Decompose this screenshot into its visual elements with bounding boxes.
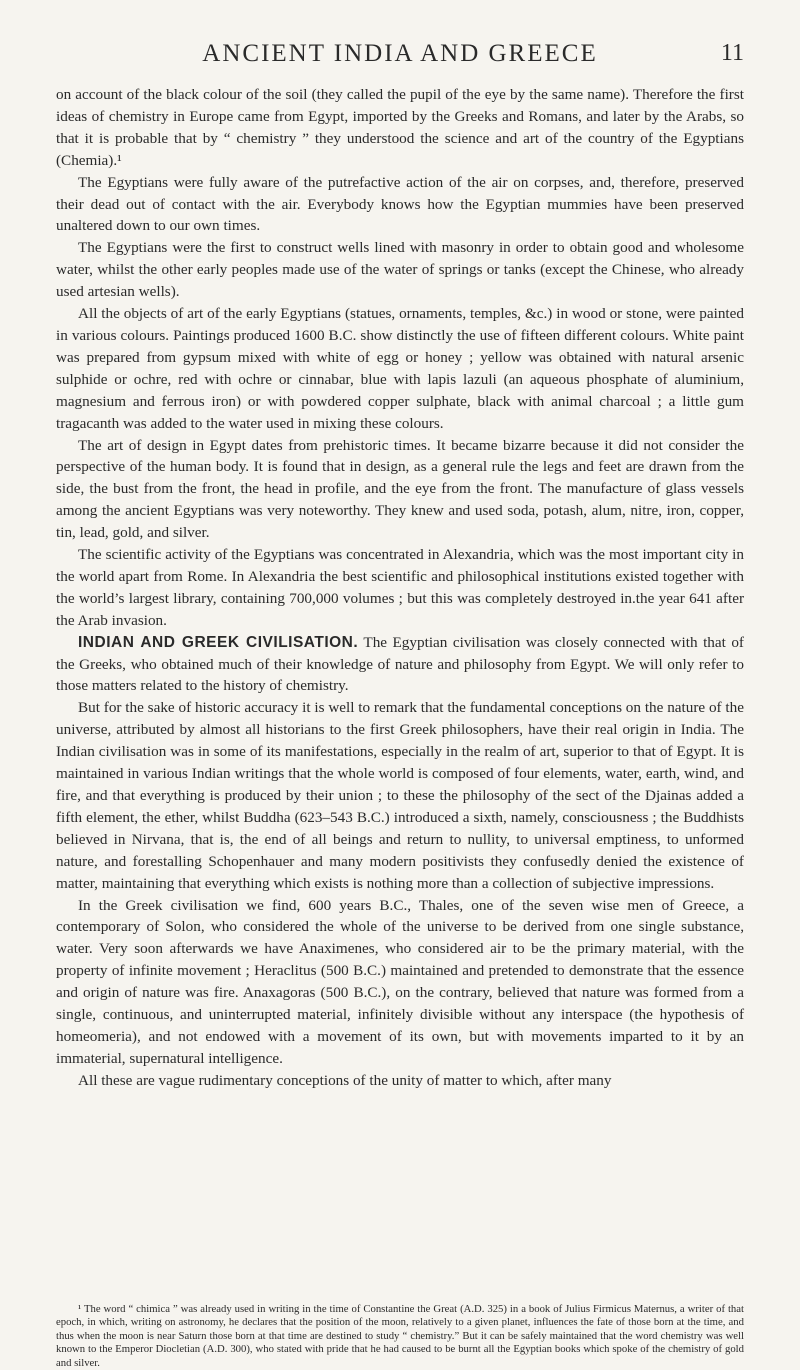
- footnote: ¹ The word “ chimica ” was already used in writing in the time of Constantine the Great (A.D. 325) in a book of Julius Firmicus Maternus, a writer of that epoch, in which, writing on astronomy, he declares that the position of the moon, relatively to a given planet, influences the fate of those born at the time, and thus when the moon is near Saturn those born at that time are destined to study “ chemistry.” But it can be safely maintained that the word chemistry was well known to the Emperor Diocletian (A.D. 300), who stated with pride that he had caused to be burnt all the Egyptian books which spoke of the chemistry of gold and silver.: [56, 1303, 744, 1369]
- paragraph: The scientific activity of the Egyptians was concentrated in Alexandria, which was the most important city in the world apart from Rome. In Alexandria the best scientific and philosophical institutions existed together with the world’s largest library, containing 700,000 volumes ; but this was completely destroyed in.the year 641 after the Arab invasion.: [56, 546, 744, 629]
- paragraph-with-heading: [56, 632, 744, 698]
- section-heading: INDIAN AND GREEK CIVILISATION.: [78, 633, 359, 651]
- running-title: ANCIENT INDIA AND GREECE: [202, 40, 598, 67]
- paragraph: All these are vague rudimentary conceptions of the unity of matter to which, after many: [78, 1071, 612, 1089]
- paragraph-text: The Egyptian civilisation was closely connected with that of the Greeks, who obtained much of their knowledge of nature and philosophy from Egypt. We will only refer to those matters related to the history of chemistry.: [56, 633, 744, 695]
- paragraph: All the objects of art of the early Egyptians (statues, ornaments, temples, &c.) in wood or stone, were painted in various colours. Paintings produced 1600 B.C. show distinctly the use of fifteen different colours. White paint was prepared from gypsum mixed with white of egg or honey ; yellow was obtained with natural arsenic sulphide or ochre, red with ochre or cinnabar, blue with lapis lazuli (an aqueous phosphate of aluminium, magnesium and ferrous iron) or with powdered copper sulphate, black with animal charcoal ; a little gum tragacanth was added to the water used in mixing these colours.: [56, 305, 744, 432]
- paragraph: The Egyptians were the first to construct wells lined with masonry in order to obtain good and wholesome water, whilst the other early peoples made use of the water of springs or tanks (except the Chinese, who already used artesian wells).: [56, 239, 744, 301]
- paragraph: But for the sake of historic accuracy it is well to remark that the fundamental conceptions on the nature of the universe, attributed by almost all historians to the first Greek philosophers, have their real origin in India. The Indian civilisation was in some of its manifestations, especially in the realm of art, superior to that of Egypt. It is maintained in various Indian writings that the whole world is composed of four elements, water, earth, wind, and fire, and that everything is produced by their union ; to these the philosophy of the sect of the Djainas added a fifth element, the ether, whilst Buddha (623–543 B.C.) introduced a sixth, namely, consciousness ; the Buddhists believed in Nirvana, that is, the end of all beings and return to nullity, to universal emptiness, to unformed nature, and forestalling Schopenhauer and many modern positivists they confusedly denied the existence of matter, maintaining that everything which exists is nothing more than a collection of subjective impressions.: [56, 699, 744, 892]
- body-text: [56, 84, 744, 1092]
- footnotes: [56, 1303, 744, 1370]
- paragraph: on account of the black colour of the soil (they called the pupil of the eye by the same name). Therefore the first ideas of chemistry in Europe came from Egypt, imported by the Greeks and Romans, and later by the Arabs, so that it is probable that by “ chemistry ” they understood the science and art of the country of the Egyptians (Chemia).¹: [56, 86, 744, 169]
- paragraph: In the Greek civilisation we find, 600 years B.C., Thales, one of the seven wise men of Greece, a contemporary of Solon, who considered the whole of the universe to be derived from one single substance, water. Very soon afterwards we have Anaximenes, who considered air to be the primary material, with the property of infinite movement ; Heraclitus (500 B.C.) maintained and pretended to demonstrate that the essence and origin of nature was fire. Anaxagoras (500 B.C.), on the contrary, believed that nature was formed from a single, continuous, and uninterrupted material, infinitely divisible without any interspace (the hypothesis of homeomeria), and not endowed with a movement of its own, but with movements imparted to it by an immaterial, supernatural intelligence.: [56, 896, 744, 1067]
- paragraph: The Egyptians were fully aware of the putrefactive action of the air on corpses, and, therefore, preserved their dead out of contact with the air. Everybody knows how the Egyptian mummies have been preserved unaltered down to our own times.: [56, 173, 744, 235]
- page-number: 11: [720, 40, 744, 66]
- paragraph: The art of design in Egypt dates from prehistoric times. It became bizarre because it did not consider the perspective of the human body. It is found that in design, as a general rule the legs and feet are drawn from the side, the bust from the front, the head in profile, and the eye from the front. The manufacture of glass vessels among the ancient Egyptians was very noteworthy. They knew and used soda, potash, alum, nitre, iron, copper, tin, lead, gold, and silver.: [56, 436, 744, 542]
- page-header: [56, 40, 744, 68]
